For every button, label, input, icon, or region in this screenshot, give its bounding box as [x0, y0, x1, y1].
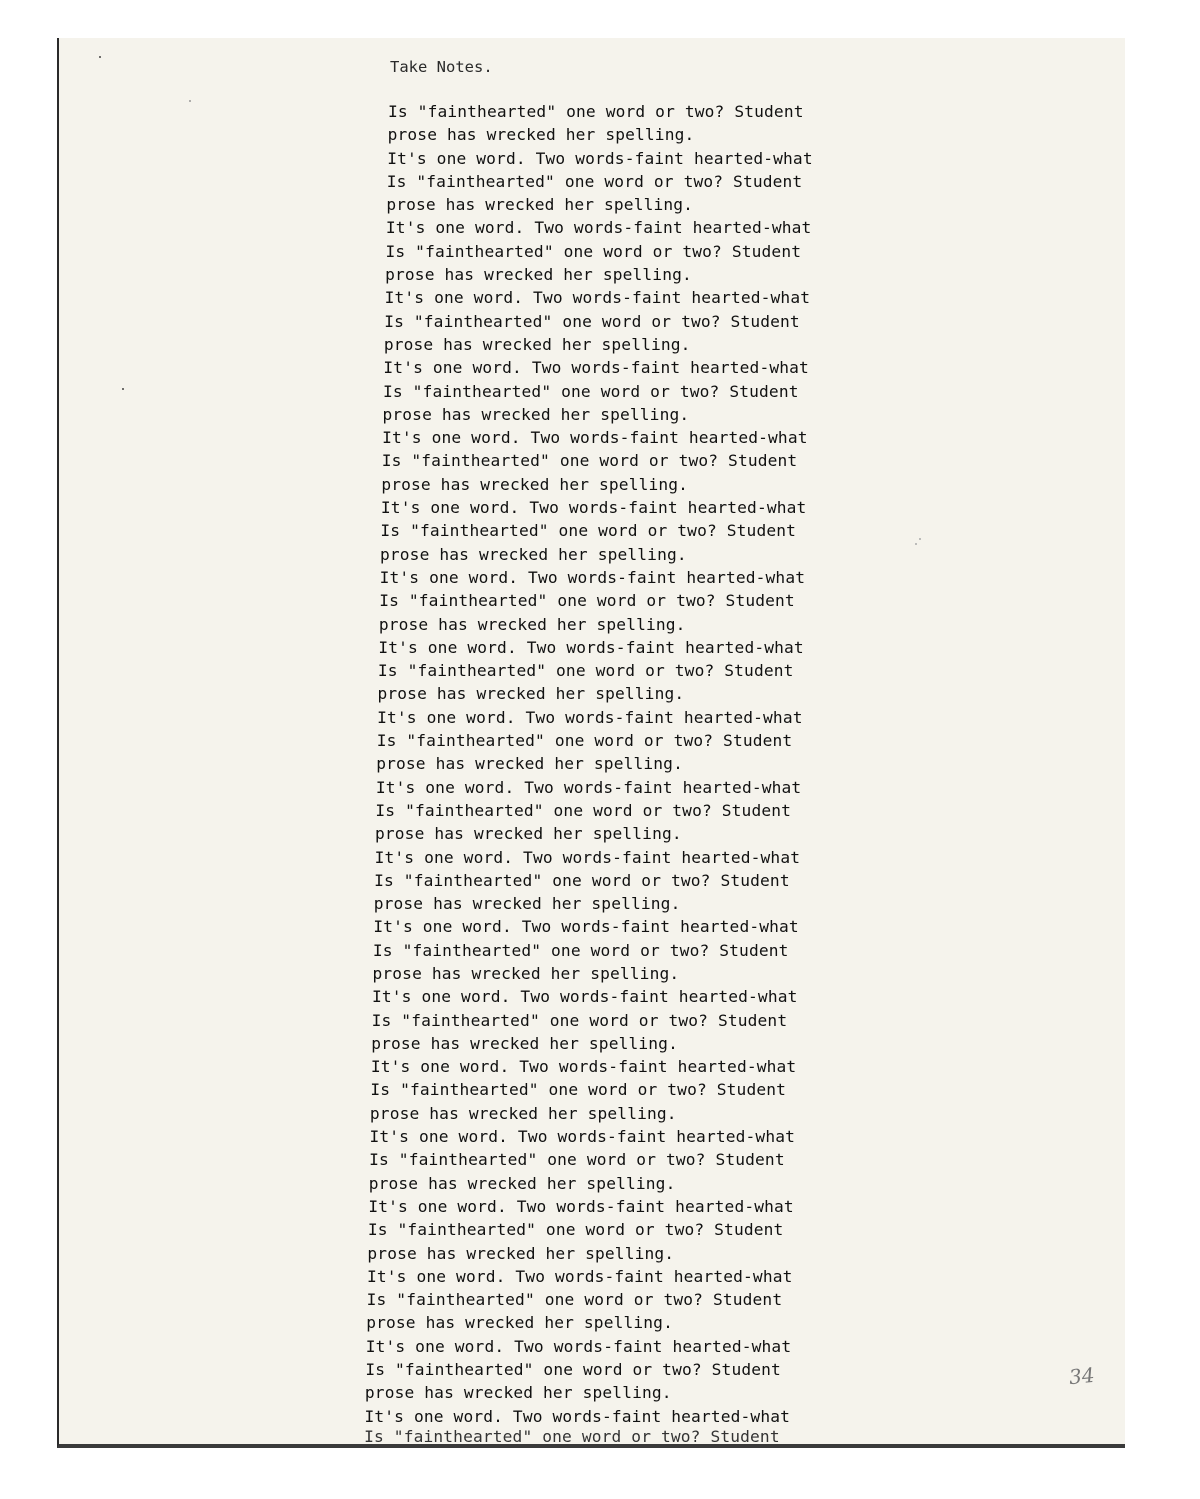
typed-line: Is "fainthearted" one word or two? Student: [376, 731, 793, 751]
typed-line: Is "fainthearted" one word or two? Student: [379, 591, 795, 611]
typed-line: Is "fainthearted" one word or two? Student: [374, 870, 790, 890]
typed-text-body: [364, 100, 948, 1446]
typed-line: Is "fainthearted" one word or two? Student: [383, 381, 799, 401]
typed-line: Is "fainthearted" one word or two? Student: [377, 661, 794, 681]
page-title: Take Notes.: [390, 58, 493, 76]
paper-speck: [122, 388, 124, 390]
typed-line: Is "fainthearted" one word or two? Student: [381, 451, 798, 471]
typed-line: prose has wrecked her spelling.: [377, 684, 685, 704]
typed-line: It's one word. Two words-faint hearted-what: [379, 567, 806, 587]
typed-line: It's one word. Two words-faint hearted-what: [375, 777, 802, 797]
typed-line: prose has wrecked her spelling.: [366, 1313, 673, 1333]
typed-line: prose has wrecked her spelling.: [387, 125, 695, 145]
typed-line: Is "fainthearted" one word or two? Student: [366, 1290, 783, 1310]
typed-line: prose has wrecked her spelling.: [378, 614, 686, 634]
typed-line: Is "fainthearted" one word or two? Student: [371, 1010, 788, 1030]
typed-line: prose has wrecked her spelling.: [380, 544, 687, 564]
typed-line: Is "fainthearted" one word or two? Student: [385, 241, 802, 261]
typed-line: prose has wrecked her spelling.: [372, 963, 680, 983]
typed-line: Is "fainthearted" one word or two? Student: [372, 940, 789, 960]
typed-line: Is "fainthearted" one word or two? Student: [388, 102, 804, 121]
typed-line: It's one word. Two words-faint hearted-what: [385, 218, 812, 238]
typed-line: prose has wrecked her spelling.: [367, 1243, 675, 1263]
typed-line: prose has wrecked her spelling.: [375, 824, 682, 844]
typed-line: prose has wrecked her spelling.: [364, 1383, 672, 1403]
typed-line: prose has wrecked her spelling.: [385, 265, 692, 285]
typed-line: It's one word. Two words-faint hearted-what: [370, 1057, 797, 1077]
typed-line: Is "fainthearted" one word or two? Student: [367, 1220, 784, 1240]
typed-line: prose has wrecked her spelling.: [368, 1173, 676, 1193]
typed-line: prose has wrecked her spelling.: [371, 1033, 678, 1053]
typed-line: Is "fainthearted" one word or two? Student: [375, 800, 792, 820]
paper-speck: [919, 538, 921, 540]
typed-line: Is "fainthearted" one word or two? Student: [369, 1150, 785, 1170]
typed-line: Is "fainthearted" one word or two? Student: [386, 171, 803, 191]
typed-line: Is "fainthearted" one word or two? Student: [384, 311, 800, 331]
typed-line: It's one word. Two words-faint hearted-what: [374, 847, 801, 867]
typed-line: Is "fainthearted" one word or two? Student: [380, 521, 797, 541]
typed-line: Is "fainthearted" one word or two? Student: [370, 1080, 787, 1100]
typed-line: It's one word. Two words-faint hearted-what: [368, 1196, 794, 1216]
typed-page: [57, 38, 1125, 1448]
typed-line: prose has wrecked her spelling.: [373, 894, 681, 914]
typed-line: prose has wrecked her spelling.: [369, 1103, 677, 1123]
typed-line: It's one word. Two words-faint hearted-what: [380, 498, 807, 518]
typed-line: It's one word. Two words-faint hearted-what: [364, 1406, 791, 1426]
paper-speck: [915, 543, 917, 545]
typed-line: Is "fainthearted" one word or two? Student: [364, 1427, 780, 1446]
typed-line: prose has wrecked her spelling.: [376, 754, 683, 774]
typed-line: prose has wrecked her spelling.: [386, 195, 694, 215]
typed-line: It's one word. Two words-faint hearted-what: [384, 288, 811, 308]
paper-speck: [99, 56, 101, 58]
typed-line: It's one word. Two words-faint hearted-what: [367, 1266, 793, 1286]
typed-line: It's one word. Two words-faint hearted-what: [365, 1336, 792, 1356]
paper-speck: [189, 100, 191, 102]
typed-line: It's one word. Two words-faint hearted-what: [387, 148, 813, 168]
typed-line: Is "fainthearted" one word or two? Student: [365, 1360, 781, 1380]
typed-line: It's one word. Two words-faint hearted-what: [373, 917, 799, 937]
typed-line: It's one word. Two words-faint hearted-what: [369, 1127, 796, 1147]
typed-line: It's one word. Two words-faint hearted-what: [383, 358, 809, 378]
page-number: 34: [1067, 1362, 1096, 1390]
typed-line: prose has wrecked her spelling.: [382, 404, 690, 424]
typed-line: It's one word. Two words-faint hearted-what: [372, 987, 798, 1007]
typed-line: prose has wrecked her spelling.: [383, 334, 691, 354]
typed-line: It's one word. Two words-faint hearted-what: [377, 707, 803, 727]
typed-line: prose has wrecked her spelling.: [381, 474, 689, 494]
typed-line: It's one word. Two words-faint hearted-what: [378, 637, 804, 657]
typed-line: It's one word. Two words-faint hearted-what: [382, 428, 808, 448]
